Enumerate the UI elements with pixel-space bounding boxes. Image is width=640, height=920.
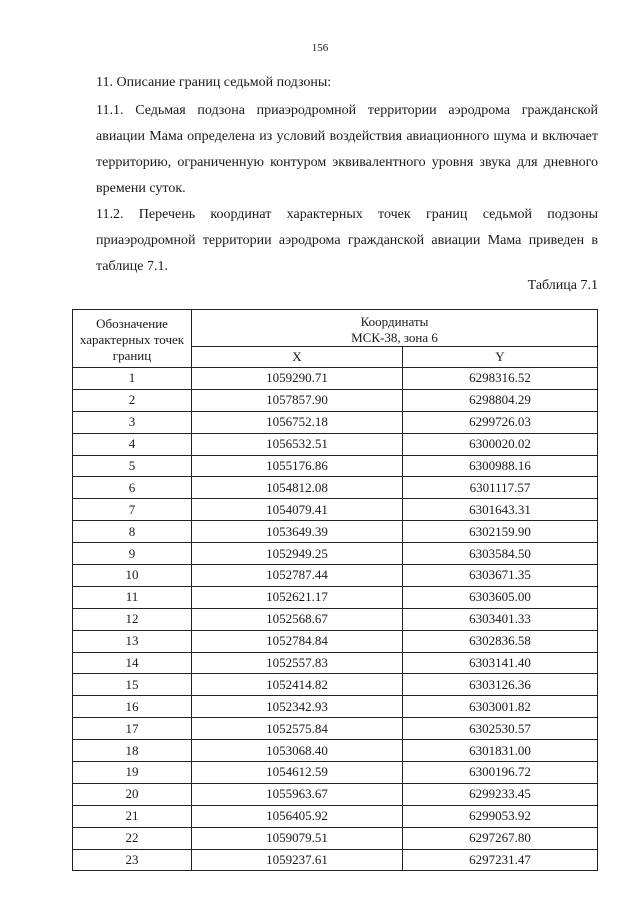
point-id-cell: 12 [73,608,192,630]
table-row [73,543,598,565]
header-point-label: Обозначение характерных точек границ [73,310,192,368]
table-row [73,586,598,608]
y-coordinate-cell: 6298316.52 [403,368,598,390]
x-coordinate-cell: 1054812.08 [192,477,403,499]
y-coordinate-cell: 6300020.02 [403,433,598,455]
point-id-cell: 16 [73,696,192,718]
y-coordinate-cell: 6303401.33 [403,608,598,630]
x-coordinate-cell: 1055963.67 [192,783,403,805]
y-coordinate-cell: 6301643.31 [403,499,598,521]
x-coordinate-cell: 1059290.71 [192,368,403,390]
header-coordinates-title: Координаты [360,314,429,329]
point-id-cell: 17 [73,718,192,740]
table-row [73,805,598,827]
table-row [73,652,598,674]
table-row [73,630,598,652]
point-id-cell: 21 [73,805,192,827]
point-id-cell: 23 [73,849,192,871]
table-row [73,696,598,718]
point-id-cell: 14 [73,652,192,674]
y-coordinate-cell: 6301117.57 [403,477,598,499]
point-id-cell: 8 [73,521,192,543]
table-caption: Таблица 7.1 [527,278,598,293]
x-coordinate-cell: 1053649.39 [192,521,403,543]
table-row [73,674,598,696]
y-coordinate-cell: 6299233.45 [403,783,598,805]
table-row [73,389,598,411]
y-coordinate-cell: 6301831.00 [403,740,598,762]
x-coordinate-cell: 1052568.67 [192,608,403,630]
x-coordinate-cell: 1052342.93 [192,696,403,718]
table-header-row [73,310,598,347]
table-row [73,521,598,543]
table-row [73,433,598,455]
y-coordinate-cell: 6303671.35 [403,565,598,587]
page-number: 156 [311,42,329,54]
y-coordinate-cell: 6302836.58 [403,630,598,652]
point-id-cell: 13 [73,630,192,652]
y-coordinate-cell: 6298804.29 [403,389,598,411]
y-coordinate-cell: 6300988.16 [403,455,598,477]
table-row [73,455,598,477]
section-title-text: 11. Описание границ седьмой подзоны: [96,75,332,90]
point-id-cell: 11 [73,586,192,608]
x-coordinate-cell: 1052557.83 [192,652,403,674]
point-id-cell: 22 [73,827,192,849]
table-row [73,783,598,805]
y-coordinate-cell: 6299726.03 [403,411,598,433]
x-coordinate-cell: 1057857.90 [192,389,403,411]
point-id-cell: 15 [73,674,192,696]
x-coordinate-cell: 1056752.18 [192,411,403,433]
x-coordinate-cell: 1055176.86 [192,455,403,477]
table-row [73,762,598,784]
y-coordinate-cell: 6303141.40 [403,652,598,674]
x-coordinate-cell: 1054079.41 [192,499,403,521]
section-title [96,70,598,96]
x-coordinate-cell: 1052949.25 [192,543,403,565]
point-id-cell: 1 [73,368,192,390]
table-row [73,411,598,433]
x-coordinate-cell: 1052784.84 [192,630,403,652]
x-coordinate-cell: 1054612.59 [192,762,403,784]
point-id-cell: 18 [73,740,192,762]
table-body [73,368,598,871]
point-id-cell: 6 [73,477,192,499]
paragraph-2-text: 11.2. Перечень координат характерных точек границ седьмой подзоны приаэродромной территории аэродрома гражданской авиации Мама приведен в таблице 7.1. [96,207,598,274]
y-coordinate-cell: 6302159.90 [403,521,598,543]
y-coordinate-cell: 6302530.57 [403,718,598,740]
point-id-cell: 2 [73,389,192,411]
y-coordinate-cell: 6297231.47 [403,849,598,871]
y-coordinate-cell: 6300196.72 [403,762,598,784]
point-id-cell: 9 [73,543,192,565]
table-row [73,499,598,521]
point-id-cell: 10 [73,565,192,587]
table-row [73,718,598,740]
y-coordinate-cell: 6299053.92 [403,805,598,827]
point-id-cell: 7 [73,499,192,521]
header-coordinates-system: МСК-38, зона 6 [351,330,438,345]
x-coordinate-cell: 1052575.84 [192,718,403,740]
table-row [73,608,598,630]
x-coordinate-cell: 1056532.51 [192,433,403,455]
y-coordinate-cell: 6303001.82 [403,696,598,718]
x-coordinate-cell: 1052787.44 [192,565,403,587]
y-coordinate-cell: 6303584.50 [403,543,598,565]
y-coordinate-cell: 6297267.80 [403,827,598,849]
point-id-cell: 5 [73,455,192,477]
x-coordinate-cell: 1052621.17 [192,586,403,608]
header-x: X [192,347,403,368]
x-coordinate-cell: 1059237.61 [192,849,403,871]
y-coordinate-cell: 6303126.36 [403,674,598,696]
x-coordinate-cell: 1052414.82 [192,674,403,696]
paragraph-1 [96,98,598,202]
x-coordinate-cell: 1053068.40 [192,740,403,762]
paragraph-2 [96,202,598,280]
point-id-cell: 4 [73,433,192,455]
table-row [73,849,598,871]
table-row [73,565,598,587]
point-id-cell: 3 [73,411,192,433]
point-id-cell: 19 [73,762,192,784]
x-coordinate-cell: 1056405.92 [192,805,403,827]
x-coordinate-cell: 1059079.51 [192,827,403,849]
table-row [73,477,598,499]
table-row [73,827,598,849]
header-coordinates [192,310,598,347]
point-id-cell: 20 [73,783,192,805]
y-coordinate-cell: 6303605.00 [403,586,598,608]
header-y: Y [403,347,598,368]
table-row [73,740,598,762]
coordinates-table [72,309,598,871]
table-row [73,368,598,390]
paragraph-1-text: 11.1. Седьмая подзона приаэродромной территории аэродрома гражданской авиации Мама определена из условий воздействия авиационного шума и включает территорию, ограниченную контуром эквивалентного уровня звука для дневного времени суток. [96,103,598,196]
